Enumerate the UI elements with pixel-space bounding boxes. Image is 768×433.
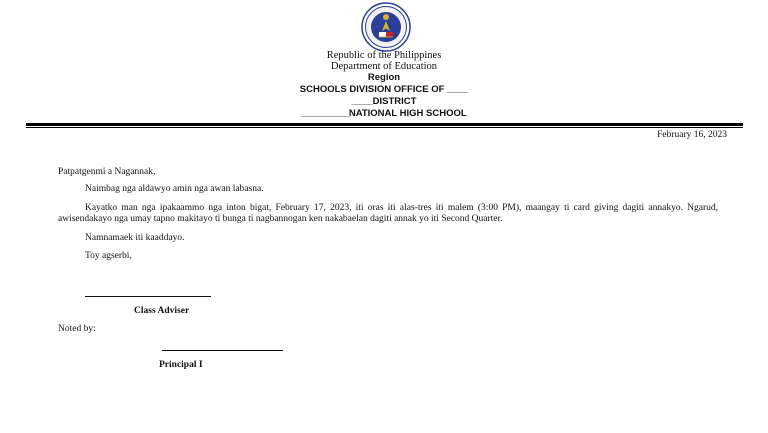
header-divider-thick bbox=[26, 123, 743, 126]
header-republic: Republic of the Philippines bbox=[326, 50, 442, 61]
adviser-signature-line bbox=[85, 296, 211, 297]
letter-paragraph-1: Naimbag nga aldawyo amin nga awan labasna. bbox=[85, 184, 264, 194]
letter-date: February 16, 2023 bbox=[657, 130, 727, 140]
header-department: Department of Education bbox=[330, 61, 438, 72]
letter-closing: Toy agserbi, bbox=[85, 251, 132, 261]
header-divider-thin bbox=[26, 127, 743, 128]
header-region: Region bbox=[367, 72, 401, 83]
letter-salutation: Patpatgenmi a Nagannak, bbox=[58, 167, 156, 177]
header-district: ____DISTRICT bbox=[351, 96, 417, 107]
principal-signature-line bbox=[162, 350, 283, 351]
header-division-office: SCHOOLS DIVISION OFFICE OF ____ bbox=[299, 84, 469, 95]
adviser-title: Class Adviser bbox=[134, 306, 190, 316]
letter-paragraph-3: Namnamaek iti kaaddayo. bbox=[85, 233, 185, 243]
letter-paragraph-2: Kayatko man nga ipakaammo nga inton bigat, February 17, 2023, iti oras iti alas-tres iti malem (3:00 PM), maangay ti card giving dagiti annakyo. Ngarud, awisendakayo nga umay tapno makitayo ti bunga ti nagbannogan ken nakabaelan dagiti annak yo iti Second Quarter. bbox=[58, 203, 718, 224]
noted-by-label: Noted by: bbox=[58, 324, 96, 334]
header-school-name: _________NATIONAL HIGH SCHOOL bbox=[301, 108, 467, 119]
principal-title: Principal I bbox=[159, 360, 203, 370]
deped-seal-icon bbox=[361, 2, 411, 52]
